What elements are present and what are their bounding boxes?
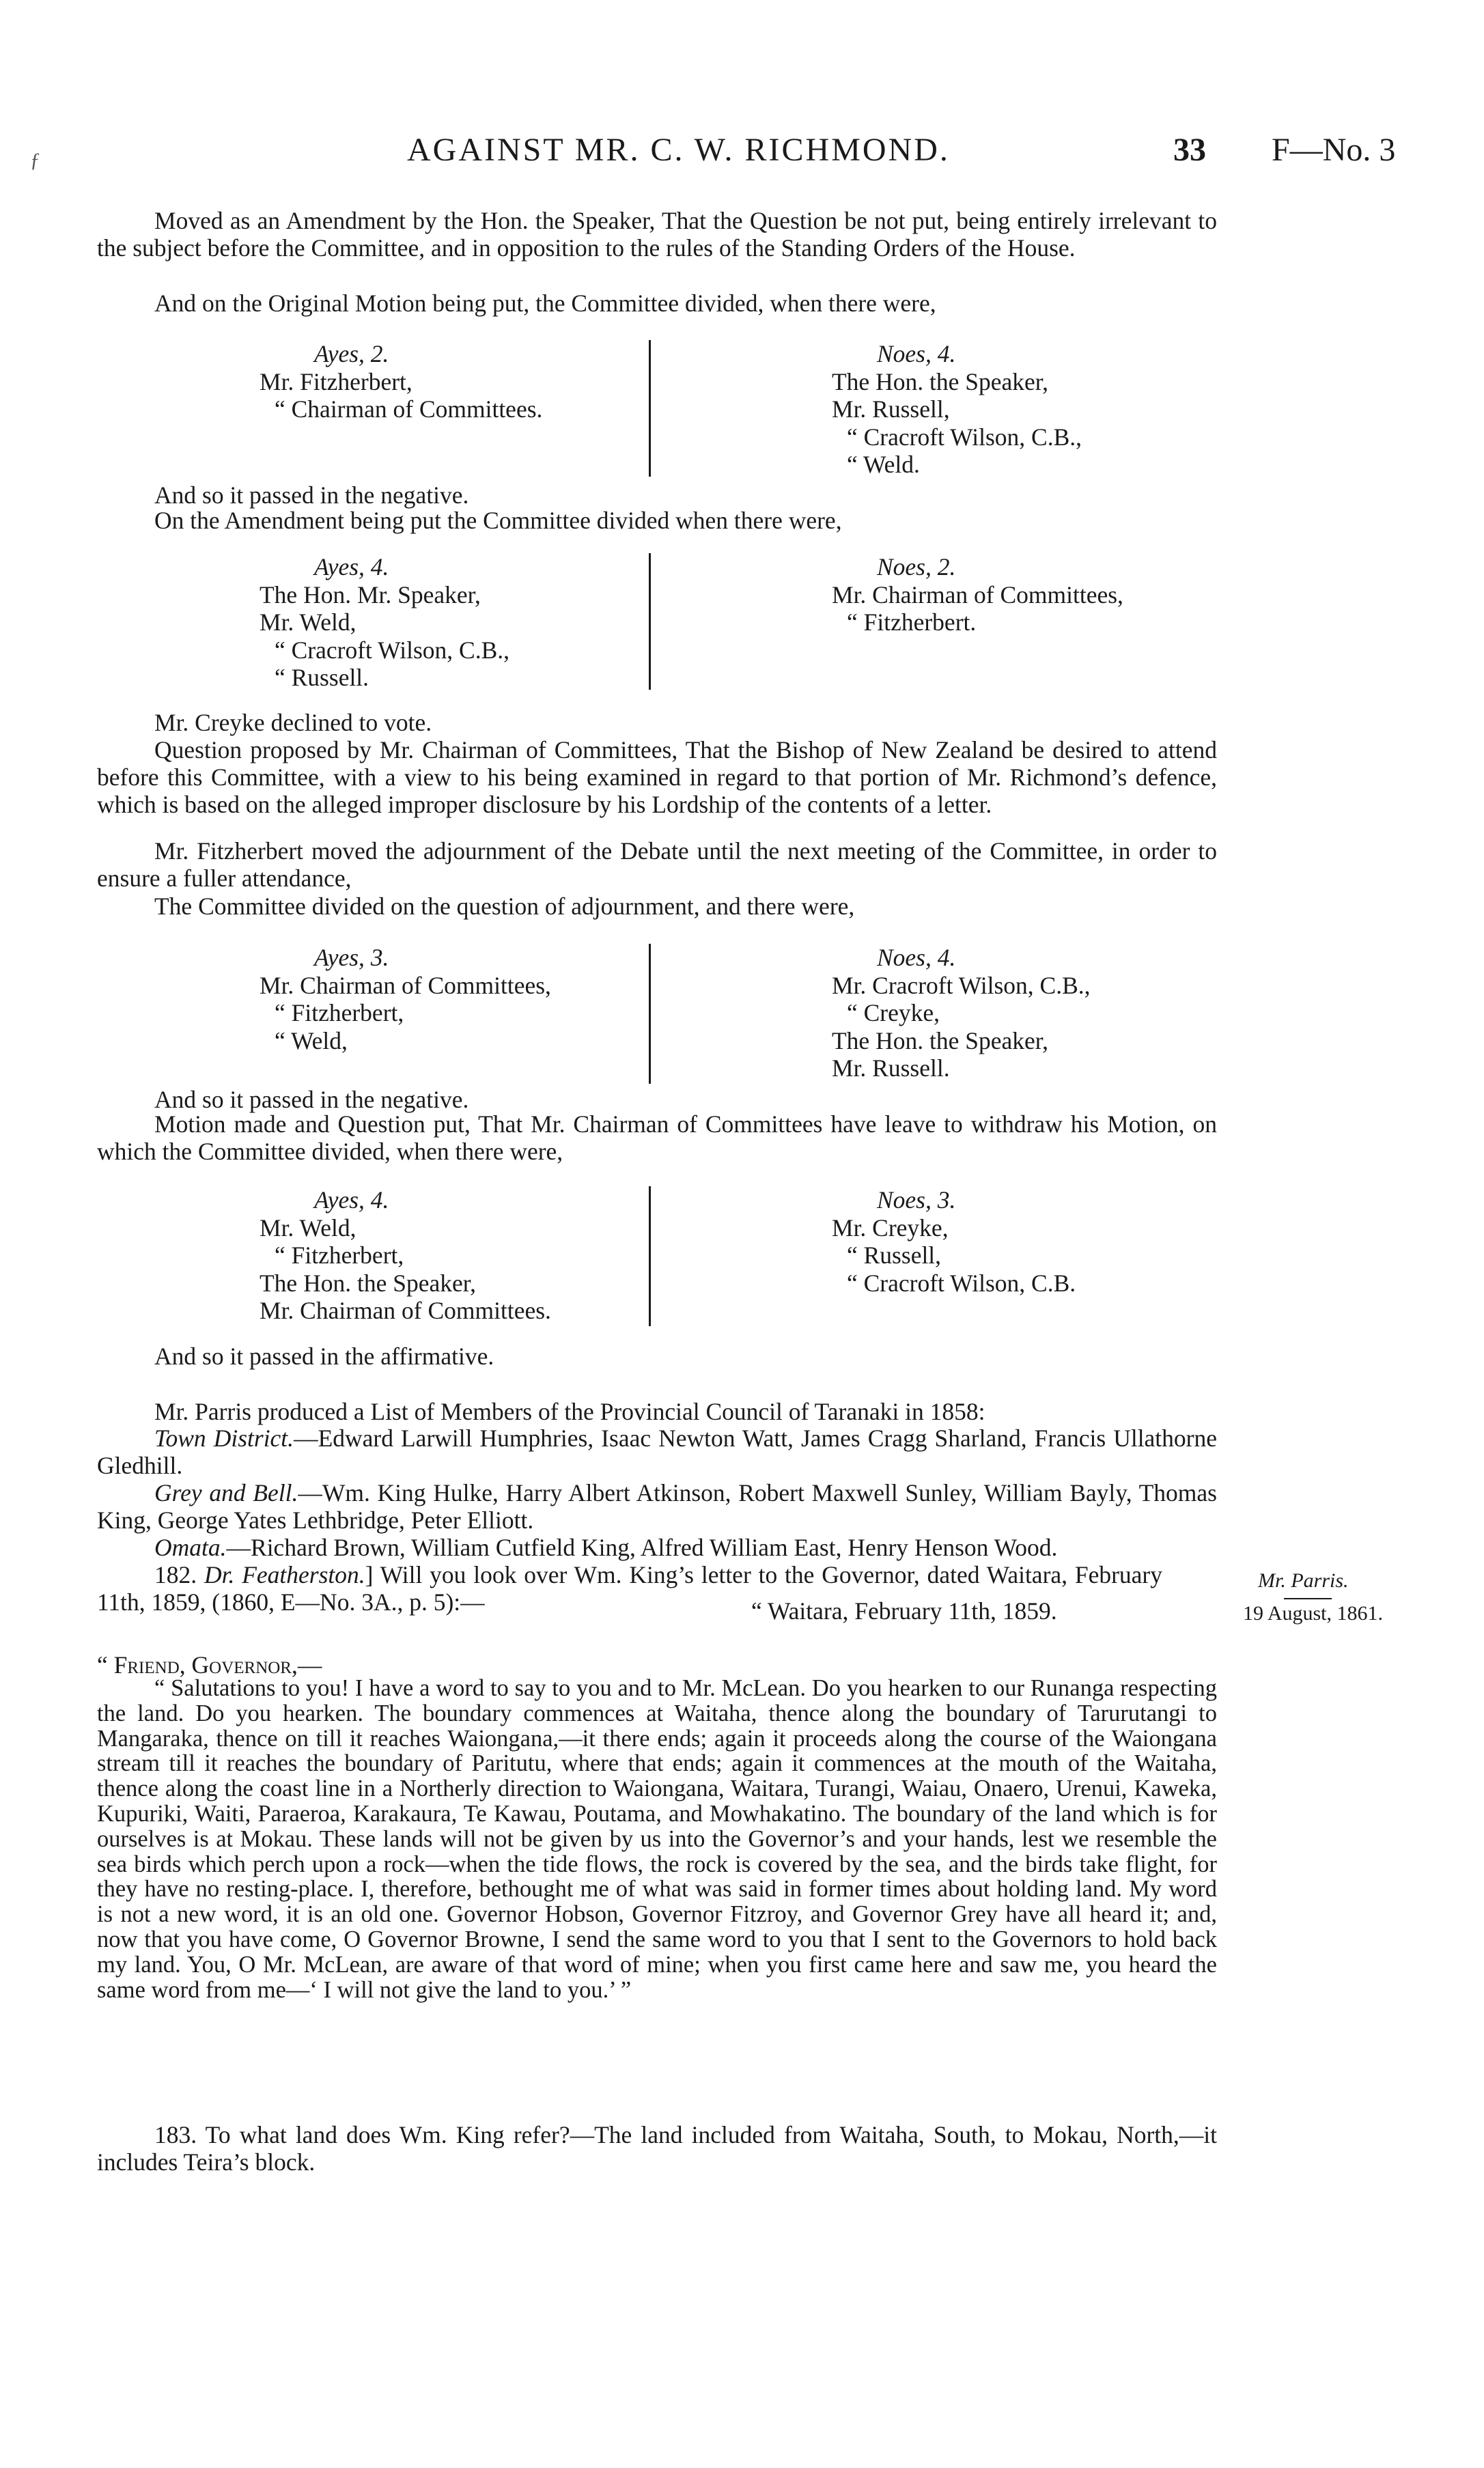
- member: “ Russell,: [847, 1242, 942, 1269]
- member: The Hon. the Speaker,: [260, 1269, 476, 1297]
- paragraph-creyke: Mr. Creyke declined to vote.: [154, 709, 432, 736]
- result-3: And so it passed in the negative.: [154, 1086, 469, 1113]
- member: Mr. Fitzherbert,: [260, 367, 412, 395]
- member: Mr. Russell.: [832, 1054, 950, 1082]
- member: Mr. Chairman of Committees,: [832, 580, 1123, 608]
- document-reference: F—No. 3: [1272, 132, 1396, 168]
- noes-column: [832, 1186, 1076, 1297]
- paragraph-amendment: Moved as an Amendment by the Hon. the Speaker, That the Question be not put, being entirely irrelevant to the subject before the Committee, and in opposition to the rules of the Standing Orders of the House.: [97, 207, 1217, 262]
- member: “ Russell.: [275, 664, 369, 691]
- noes-column: [832, 944, 1091, 1082]
- noes-heading: Noes, 3.: [877, 1186, 956, 1214]
- noes-column: [832, 553, 1123, 636]
- side-note-witness: Mr. Parris.: [1258, 1569, 1349, 1592]
- member: “ Creyke,: [847, 999, 940, 1026]
- district-town: [97, 1425, 1217, 1479]
- member: The Hon. the Speaker,: [832, 1026, 1048, 1054]
- paragraph-withdraw: Motion made and Question put, That Mr. Chairman of Committees have leave to withdraw his Motion, on which the Committee divided, when there were,: [97, 1110, 1217, 1165]
- ayes-heading: Ayes, 2.: [314, 340, 389, 367]
- column-divider: [649, 553, 651, 690]
- letter-salutation: “ Friend, Governor,—: [97, 1651, 322, 1679]
- question-number: 182.: [154, 1561, 197, 1588]
- member: “ Weld.: [847, 451, 920, 478]
- member: Mr. Creyke,: [832, 1214, 949, 1242]
- ayes-heading: Ayes, 4.: [314, 553, 389, 580]
- member: Mr. Cracroft Wilson, C.B.,: [832, 971, 1091, 999]
- ayes-heading: Ayes, 3.: [314, 944, 389, 971]
- letter-dateline: “ Waitara, February 11th, 1859.: [751, 1597, 1057, 1625]
- ayes-heading: Ayes, 4.: [314, 1186, 389, 1214]
- district-label: Omata.: [154, 1534, 227, 1561]
- question-text: ] Will you look over Wm. King’s letter to the Governor, dated Waitara, February 11th, 1859, (1860, E—No. 3A., p. 5):—: [97, 1561, 1163, 1616]
- member: “ Fitzherbert,: [275, 1242, 404, 1269]
- paragraph-on-amendment: On the Amendment being put the Committee divided when there were,: [154, 507, 842, 534]
- member: Mr. Russell,: [832, 395, 950, 423]
- side-note-rule: [1284, 1598, 1332, 1599]
- district-label: Grey and Bell.: [154, 1479, 298, 1506]
- paragraph-adjournment: Mr. Fitzherbert moved the adjournment of the Debate until the next meeting of the Committee, in order to ensure a fuller attendance,: [97, 837, 1217, 892]
- paragraph-original-motion: And on the Original Motion being put, the Committee divided, when there were,: [154, 290, 936, 317]
- member: “ Cracroft Wilson, C.B.,: [847, 423, 1082, 451]
- ayes-column: [260, 944, 551, 1054]
- noes-heading: Noes, 4.: [877, 944, 956, 971]
- member: “ Chairman of Committees.: [275, 395, 543, 423]
- member: Mr. Weld,: [260, 608, 356, 636]
- member: The Hon. the Speaker,: [832, 367, 1048, 395]
- paragraph-parris-list: Mr. Parris produced a List of Members of the Provincial Council of Taranaki in 1858:: [154, 1398, 985, 1425]
- column-divider: [649, 1186, 651, 1326]
- result-1: And so it passed in the negative.: [154, 481, 469, 509]
- noes-heading: Noes, 4.: [877, 340, 956, 367]
- page-number: 33: [1173, 132, 1206, 168]
- margin-mark: ƒ: [30, 149, 40, 171]
- ayes-column: [260, 1186, 551, 1325]
- district-grey-and-bell: [97, 1479, 1217, 1534]
- district-members: —Wm. King Hulke, Harry Albert Atkinson, Robert Maxwell Sunley, William Bayly, Thomas King, George Yates Lethbridge, Peter Elliott.: [97, 1479, 1217, 1534]
- member: Mr. Weld,: [260, 1214, 356, 1242]
- noes-heading: Noes, 2.: [877, 553, 956, 580]
- column-divider: [649, 944, 651, 1084]
- member: “ Weld,: [275, 1026, 348, 1054]
- noes-column: [832, 340, 1082, 479]
- side-note-date: 19 August, 1861.: [1243, 1602, 1384, 1625]
- questioner: Dr. Featherston.: [204, 1561, 365, 1588]
- ayes-column: [260, 340, 542, 423]
- column-divider: [649, 340, 651, 477]
- ayes-column: [260, 553, 509, 692]
- district-omata: [97, 1534, 1217, 1561]
- page-title: AGAINST MR. C. W. RICHMOND.: [407, 132, 950, 168]
- paragraph-question-bishop: Question proposed by Mr. Chairman of Committees, That the Bishop of New Zealand be desired to attend before this Committee, with a view to his being examined in regard to that portion of Mr. Richmond’s defence, which is based on the alleged improper disclosure by his Lordship of the contents of a letter.: [97, 736, 1217, 818]
- member: “ Cracroft Wilson, C.B.,: [275, 636, 509, 664]
- paragraph-divided-adjournment: The Committee divided on the question of adjournment, and there were,: [154, 893, 855, 920]
- member: “ Cracroft Wilson, C.B.: [847, 1269, 1076, 1297]
- question-183: 183. To what land does Wm. King refer?—The land included from Waitaha, South, to Mokau, North,—it includes Teira’s block.: [97, 2121, 1217, 2176]
- member: The Hon. Mr. Speaker,: [260, 580, 481, 608]
- member: “ Fitzherbert.: [847, 608, 977, 636]
- letter-body: “ Salutations to you! I have a word to say to you and to Mr. McLean. Do you hearken to our Runanga respecting the land. Do you hearken. The boundary commences at Waitaha, thence along the boundary of Tarurutangi to Mangaraka, thence on till it reaches Waiongana,—it there ends; again it proceeds along the course of the Waiongana stream till it reaches the boundary of Paritutu, where that ends; again it commences at the mouth of the Waitaha, thence along the coast line in a Northerly direction to Waiongana, Waitara, Turangi, Waiau, Onaero, Urenui, Kaweka, Kupuriki, Waiti, Paraeroa, Karakaura, Te Kawau, Poutama, and Mowhakatino. The boundary of the land which is for ourselves is at Mokau. These lands will not be given by us into the Governor’s and your hands, lest we resemble the sea birds which perch upon a rock—when the tide flows, the rock is covered by the sea, and the birds take flight, for they have no resting-place. I, therefore, bethought me of what was said in former times about holding land. My word is not a new word, it is an old one. Governor Hobson, Governor Fitzroy, and Governor Grey have all heard it; and, now that you have come, O Governor Browne, I send the same word to you that I sent to the Governors to hold back my land. You, O Mr. McLean, are aware of that word of mine; when you first came here and saw me, you heard the same word from me—‘ I will not give the land to you.’ ”: [97, 1675, 1217, 2003]
- member: Mr. Chairman of Committees.: [260, 1297, 551, 1324]
- member: “ Fitzherbert,: [275, 999, 404, 1026]
- district-label: Town District.: [154, 1425, 294, 1452]
- result-4: And so it passed in the affirmative.: [154, 1343, 494, 1370]
- member: Mr. Chairman of Committees,: [260, 971, 551, 999]
- district-members: —Richard Brown, William Cutfield King, Alfred William East, Henry Henson Wood.: [226, 1534, 1058, 1561]
- district-members: —Edward Larwill Humphries, Isaac Newton Watt, James Cragg Sharland, Francis Ullathorne Gledhill.: [97, 1425, 1218, 1479]
